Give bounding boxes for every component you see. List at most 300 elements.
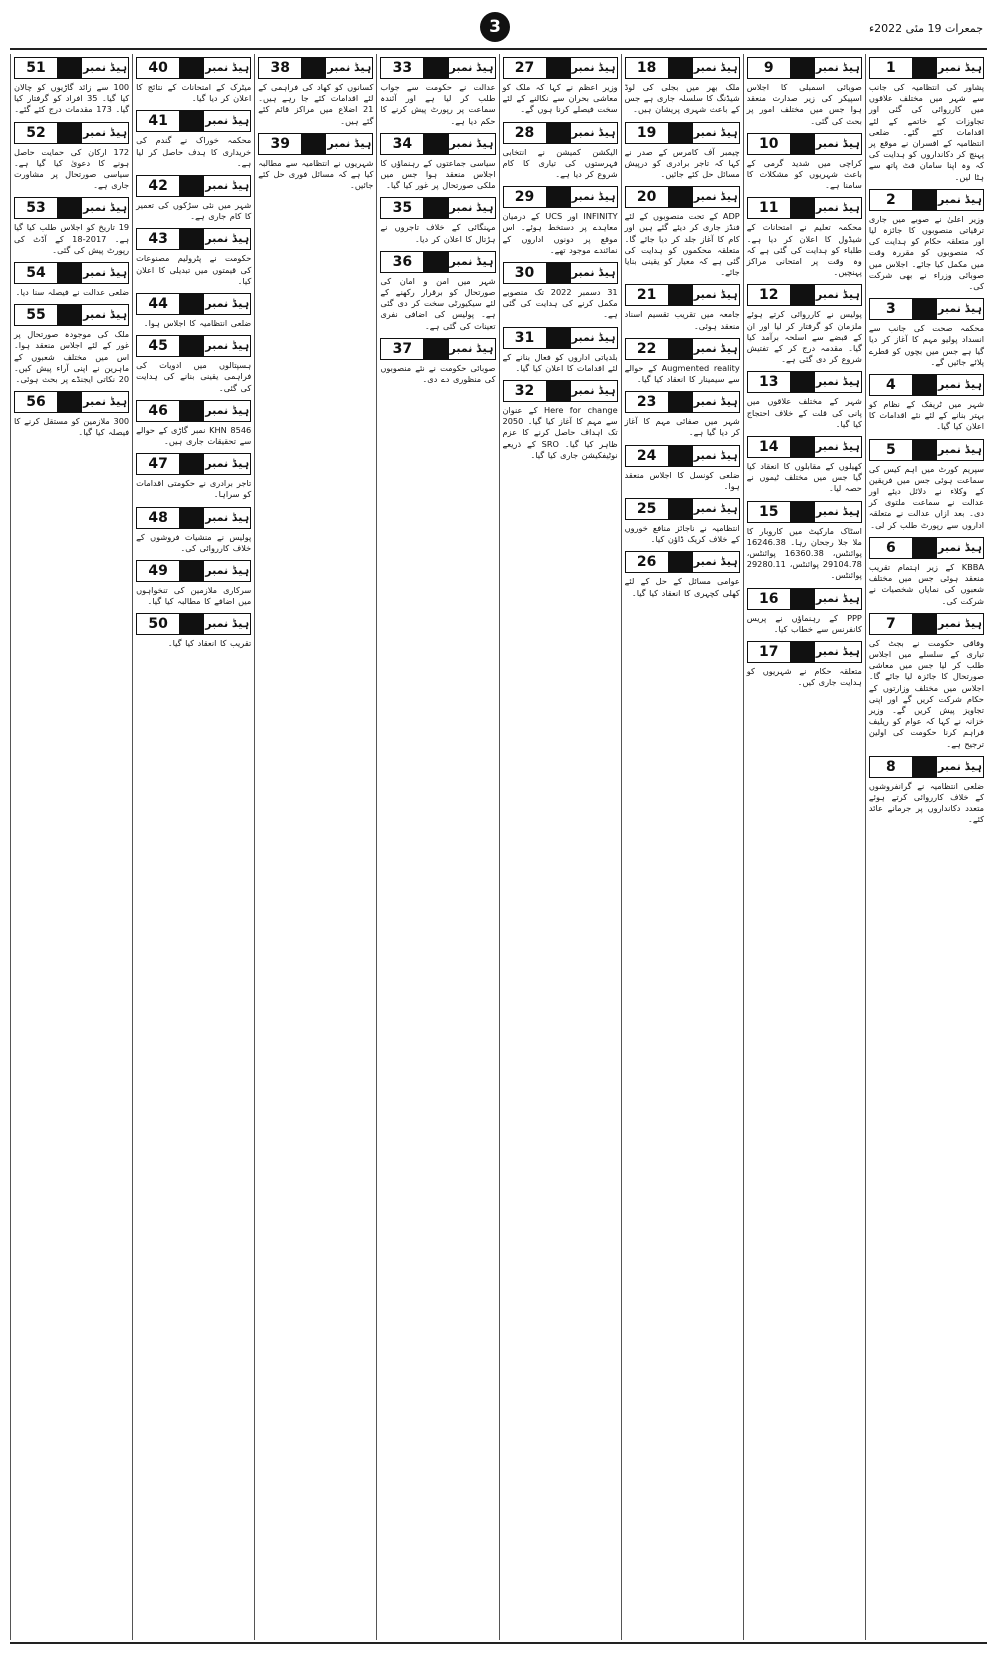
news-item (869, 298, 984, 368)
news-item-number: 45 (137, 336, 180, 356)
news-item (503, 186, 618, 256)
news-item-tag (136, 110, 251, 132)
news-item-tag (136, 453, 251, 475)
news-item-tag (503, 186, 618, 208)
news-item-body: متعلقہ حکام نے شہریوں کو ہدایت جاری کیں۔ (746, 666, 862, 688)
news-item-number: 12 (748, 285, 791, 305)
news-item-body: 300 ملازمین کو مستقل کرنے کا فیصلہ کیا گیا۔ (14, 416, 130, 438)
news-item-label: ہیڈ نمبر (204, 401, 250, 421)
news-item-tag (869, 613, 984, 635)
news-item-body: وفاقی حکومت نے بجٹ کی تیاری کے سلسلے میں اجلاس طلب کر لیا جس میں معاشی صورتحال کا جائزہ لیا جائے گا۔ اجلاس میں مختلف وزارتوں کے حکام شرکت کریں گے اور اپنی تجاویز پیش کریں گے۔ وزیر خزانہ نے کہا کہ عوام کو ریلیف فراہم کرنا حکومت کی اولین ترجیح ہے۔ (868, 637, 984, 749)
news-item-tag (136, 57, 251, 79)
news-item (625, 338, 740, 385)
news-item-tag (747, 57, 862, 79)
news-item-tag (258, 57, 373, 79)
news-item-body: INFINITY اور UCS کے درمیان معاہدے پر دستخط ہوئے۔ اس موقع پر دونوں اداروں کے نمائندے موجود تھے۔ (502, 211, 618, 255)
news-item (747, 501, 862, 582)
news-item-tag (747, 197, 862, 219)
news-item-label: ہیڈ نمبر (815, 372, 861, 392)
news-item-tag (869, 756, 984, 778)
news-item (503, 327, 618, 374)
news-item-body: کسانوں کو کھاد کی فراہمی کے لئے اقدامات کئے جا رہے ہیں۔ 21 اضلاع میں مراکز قائم کئے گئے ہیں۔ (258, 82, 374, 126)
news-item-number: 23 (626, 392, 669, 412)
tag-bar (913, 375, 937, 395)
tag-bar (180, 614, 204, 634)
news-item-tag (380, 57, 495, 79)
news-item (625, 122, 740, 181)
tag-bar (669, 339, 693, 359)
news-item-number: 31 (504, 328, 547, 348)
news-item-label: ہیڈ نمبر (693, 123, 739, 143)
page-header (10, 8, 987, 48)
news-item-number: 37 (381, 339, 424, 359)
tag-bar (913, 58, 937, 78)
news-item-number: 9 (748, 58, 791, 78)
news-item-label: ہیڈ نمبر (204, 111, 250, 131)
news-item-label: ہیڈ نمبر (693, 446, 739, 466)
tag-bar (669, 552, 693, 572)
tag-bar (547, 381, 571, 401)
news-item-body: مہنگائی کے خلاف تاجروں نے ہڑتال کا اعلان کر دیا۔ (380, 222, 496, 244)
news-item (136, 560, 251, 607)
news-item (747, 57, 862, 127)
tag-bar (913, 757, 937, 777)
news-item-body: 172 ارکان کی حمایت حاصل ہونے کا دعویٰ کیا گیا ہے۔ سیاسی صورتحال پر مشاورت جاری ہے۔ (14, 146, 130, 191)
news-item-number: 52 (15, 123, 58, 143)
tag-bar (58, 305, 82, 325)
tag-bar (791, 642, 815, 662)
news-column (621, 54, 743, 1640)
news-item-tag (136, 228, 251, 250)
news-item-label: ہیڈ نمبر (815, 502, 861, 522)
news-item-label: ہیڈ نمبر (815, 437, 861, 457)
news-item (869, 189, 984, 292)
tag-bar (180, 294, 204, 314)
news-item-body: تقریب کا انعقاد کیا گیا۔ (167, 638, 252, 649)
news-item-body: الیکشن کمیشن نے انتخابی فہرستوں کی تیاری کا کام شروع کر دیا ہے۔ (502, 146, 618, 180)
news-item-body: ضلعی کونسل کا اجلاس منعقد ہوا۔ (624, 469, 740, 491)
tag-bar (180, 561, 204, 581)
tag-bar (791, 58, 815, 78)
tag-bar (913, 538, 937, 558)
news-item-label: ہیڈ نمبر (204, 561, 250, 581)
news-item-label: ہیڈ نمبر (82, 123, 128, 143)
issue-date: جمعرات 19 مئی 2022ء (868, 22, 983, 35)
news-item-tag (136, 507, 251, 529)
news-item-number: 26 (626, 552, 669, 572)
news-item (136, 507, 251, 554)
news-item-number: 44 (137, 294, 180, 314)
news-item-tag (747, 371, 862, 393)
news-item-label: ہیڈ نمبر (449, 134, 495, 154)
news-item-body: KHN 8546 نمبر گاڑی کے حوالے سے تحقیقات جاری ہیں۔ (136, 424, 252, 447)
news-item-number: 5 (870, 440, 913, 460)
news-item (747, 371, 862, 430)
tag-bar (180, 58, 204, 78)
tag-bar (791, 437, 815, 457)
news-column (499, 54, 621, 1640)
news-item-label: ہیڈ نمبر (693, 392, 739, 412)
news-item-label: ہیڈ نمبر (937, 190, 983, 210)
news-item-body: صوبائی حکومت نے نئے منصوبوں کی منظوری دے دی۔ (380, 362, 496, 385)
news-column (254, 54, 376, 1640)
news-item (14, 57, 129, 116)
news-item-number: 49 (137, 561, 180, 581)
news-item-tag (503, 262, 618, 284)
news-item-label: ہیڈ نمبر (82, 58, 128, 78)
news-item (380, 57, 495, 127)
news-item-number: 35 (381, 198, 424, 218)
news-item-label: ہیڈ نمبر (937, 375, 983, 395)
tag-bar (424, 198, 448, 218)
news-item-tag (747, 641, 862, 663)
news-item-body: کھیلوں کے مقابلوں کا انعقاد کیا گیا جس میں مختلف ٹیموں نے حصہ لیا۔ (746, 461, 862, 494)
news-item-label: ہیڈ نمبر (571, 123, 617, 143)
tag-bar (180, 176, 204, 196)
news-item-tag (14, 57, 129, 79)
news-item-tag (625, 498, 740, 520)
news-item-body: کراچی میں شدید گرمی کے باعث شہریوں کو مشکلات کا سامنا ہے۔ (746, 157, 862, 191)
news-item (625, 186, 740, 278)
tag-bar (180, 454, 204, 474)
news-item-tag (625, 57, 740, 79)
news-item-label: ہیڈ نمبر (82, 198, 128, 218)
news-item-tag (625, 445, 740, 467)
tag-bar (791, 134, 815, 154)
news-column (132, 54, 254, 1640)
news-item-label: ہیڈ نمبر (937, 614, 983, 634)
tag-bar (424, 58, 448, 78)
tag-bar (58, 263, 82, 283)
tag-bar (424, 252, 448, 272)
news-item (869, 57, 984, 183)
news-item-tag (380, 251, 495, 273)
news-item-tag (136, 175, 251, 197)
news-item-label: ہیڈ نمبر (204, 294, 250, 314)
news-item (503, 57, 618, 116)
news-item (136, 453, 251, 500)
tag-bar (58, 392, 82, 412)
news-item-body: محکمہ تعلیم نے امتحانات کے شیڈول کا اعلان کر دیا ہے۔ طلباء کو ہدایت کی گئی ہے کہ وہ وقت پر امتحانی مراکز پہنچیں۔ (746, 222, 862, 278)
news-item-label: ہیڈ نمبر (937, 58, 983, 78)
news-item-body: شہریوں نے انتظامیہ سے مطالبہ کیا ہے کہ مسائل فوری حل کئے جائیں۔ (258, 157, 374, 191)
news-item-number: 18 (626, 58, 669, 78)
news-item (136, 57, 251, 104)
tag-bar (58, 58, 82, 78)
tag-bar (424, 339, 448, 359)
news-item (380, 197, 495, 244)
news-item-body: وزیر اعلیٰ نے صوبے میں جاری ترقیاتی منصوبوں کا جائزہ لیا اور متعلقہ حکام کو ہدایت کی کہ منصوبوں کو مقررہ وقت میں مکمل کیا جائے۔ اجلاس میں صوبائی وزراء نے بھی شرکت کی۔ (868, 213, 984, 292)
news-item-label: ہیڈ نمبر (693, 339, 739, 359)
news-item (14, 122, 129, 192)
tag-bar (180, 336, 204, 356)
news-item-tag (258, 133, 373, 155)
tag-bar (669, 58, 693, 78)
news-item-body: ملک کی موجودہ صورتحال پر غور کے لئے اجلاس منعقد ہوا۔ اس میں مختلف شعبوں کے ماہرین نے اپنی آراء پیش کیں۔ 20 نکاتی ایجنڈے پر بحث ہوئی۔ (14, 329, 130, 385)
news-item-number: 3 (870, 299, 913, 319)
news-item (380, 338, 495, 385)
news-item-number: 24 (626, 446, 669, 466)
news-item-body: حکومت نے پٹرولیم مصنوعات کی قیمتوں میں تبدیلی کا اعلان کیا۔ (136, 253, 252, 286)
news-item-label: ہیڈ نمبر (204, 229, 250, 249)
news-item (625, 57, 740, 116)
news-item-number: 8 (870, 757, 913, 777)
news-item-number: 17 (748, 642, 791, 662)
news-item-tag (625, 186, 740, 208)
news-item-number: 27 (504, 58, 547, 78)
tag-bar (791, 198, 815, 218)
news-item-number: 25 (626, 499, 669, 519)
news-item-tag (869, 189, 984, 211)
news-item-number: 29 (504, 187, 547, 207)
news-item-label: ہیڈ نمبر (571, 263, 617, 283)
news-item-tag (747, 436, 862, 458)
news-item-label: ہیڈ نمبر (449, 58, 495, 78)
news-item-label: ہیڈ نمبر (571, 187, 617, 207)
tag-bar (547, 328, 571, 348)
news-item-label: ہیڈ نمبر (571, 381, 617, 401)
news-item-body: بلدیاتی اداروں کو فعال بنانے کے لئے اقدامات کا اعلان کیا گیا۔ (502, 351, 618, 373)
news-item-label: ہیڈ نمبر (571, 328, 617, 348)
news-item-tag (625, 551, 740, 573)
news-item (625, 284, 740, 331)
news-item-number: 47 (137, 454, 180, 474)
news-item (136, 400, 251, 447)
news-item (625, 391, 740, 438)
tag-bar (547, 187, 571, 207)
news-item-label: ہیڈ نمبر (204, 454, 250, 474)
news-item (747, 197, 862, 278)
news-item (625, 498, 740, 545)
news-item-tag (625, 391, 740, 413)
news-item-body: KBBA کے زیر اہتمام تقریب منعقد ہوئی جس میں مختلف شعبوں کی نمایاں شخصیات نے شرکت کی۔ (868, 561, 984, 606)
news-column (865, 54, 987, 1640)
news-item-number: 39 (259, 134, 302, 154)
news-item (136, 110, 251, 169)
news-item-tag (136, 293, 251, 315)
newspaper-page (10, 8, 987, 1648)
tag-bar (180, 508, 204, 528)
news-item (503, 380, 618, 461)
tag-bar (913, 299, 937, 319)
news-item (747, 284, 862, 365)
news-item-body: تاجر برادری نے حکومتی اقدامات کو سراہا۔ (136, 478, 252, 500)
news-item-label: ہیڈ نمبر (693, 187, 739, 207)
news-item (14, 262, 129, 298)
news-item-number: 46 (137, 401, 180, 421)
news-item-label: ہیڈ نمبر (204, 58, 250, 78)
news-item-body: شہر میں نئی سڑکوں کی تعمیر کا کام جاری ہے۔ (136, 200, 252, 222)
news-item-body: وزیر اعظم نے کہا کہ ملک کو معاشی بحران سے نکالنے کے لئے سخت فیصلے کرنا ہوں گے۔ (502, 82, 618, 115)
news-item-number: 16 (748, 589, 791, 609)
news-item-tag (869, 57, 984, 79)
news-item-label: ہیڈ نمبر (571, 58, 617, 78)
news-item-number: 32 (504, 381, 547, 401)
news-item-tag (14, 391, 129, 413)
news-item-label: ہیڈ نمبر (693, 285, 739, 305)
tag-bar (180, 229, 204, 249)
tag-bar (424, 134, 448, 154)
news-item-label: ہیڈ نمبر (815, 285, 861, 305)
tag-bar (791, 502, 815, 522)
news-item-number: 4 (870, 375, 913, 395)
news-item-tag (503, 57, 618, 79)
news-item-label: ہیڈ نمبر (937, 538, 983, 558)
news-item-label: ہیڈ نمبر (204, 614, 250, 634)
news-item-label: ہیڈ نمبر (937, 757, 983, 777)
tag-bar (791, 589, 815, 609)
news-item-body: میٹرک کے امتحانات کے نتائج کا اعلان کر دیا گیا۔ (136, 82, 252, 104)
news-item-body: ضلعی عدالت نے فیصلہ سنا دیا۔ (15, 287, 130, 298)
news-item-body: پولیس نے منشیات فروشوں کے خلاف کارروائی کی۔ (136, 531, 252, 553)
news-item-tag (869, 374, 984, 396)
news-item-tag (747, 284, 862, 306)
news-item-tag (747, 501, 862, 523)
news-item-tag (136, 560, 251, 582)
news-item (747, 436, 862, 495)
news-item-number: 28 (504, 123, 547, 143)
tag-bar (669, 285, 693, 305)
news-item-tag (136, 335, 251, 357)
news-item-label: ہیڈ نمبر (326, 134, 372, 154)
news-item-tag (869, 537, 984, 559)
news-item-body: جامعہ میں تقریب تقسیم اسناد منعقد ہوئی۔ (624, 309, 740, 331)
news-item-tag (625, 338, 740, 360)
tag-bar (669, 446, 693, 466)
news-item (503, 122, 618, 181)
news-item-number: 10 (748, 134, 791, 154)
news-item-number: 7 (870, 614, 913, 634)
tag-bar (302, 58, 326, 78)
news-item-body: سیاسی جماعتوں کے رہنماؤں کا اجلاس منعقد ہوا جس میں ملکی صورتحال پر غور کیا گیا۔ (380, 157, 496, 191)
news-item-number: 19 (626, 123, 669, 143)
news-item (747, 133, 862, 192)
news-item-number: 6 (870, 538, 913, 558)
news-item-tag (380, 338, 495, 360)
news-item-body: اسٹاک مارکیٹ میں کاروبار کا ملا جلا رجحان رہا۔ 16246.38 پوائنٹس، 16360.38 پوائنٹس، 29104.78 پوائنٹس، 29280.11 پوائنٹس۔ (746, 525, 862, 581)
tag-bar (669, 392, 693, 412)
news-item-body: پشاور کی انتظامیہ کی جانب سے شہر میں مختلف علاقوں میں کارروائی کی گئی اور تجاوزات کے خاتمے کے لئے اقدامات کئے گئے۔ ضلعی انتظامیہ کے افسران نے موقع پر پہنچ کر دکانداروں کو ہدایت کی کہ وہ اپنا سامان فٹ پاتھ سے ہٹا لیں۔ (868, 82, 984, 182)
news-column (10, 54, 132, 1640)
news-item-label: ہیڈ نمبر (449, 198, 495, 218)
news-item-tag (14, 262, 129, 284)
news-item-label: ہیڈ نمبر (693, 552, 739, 572)
news-item (14, 391, 129, 438)
news-item-body: 100 سے زائد گاڑیوں کو چالان کیا گیا۔ 35 افراد کو گرفتار کیا گیا۔ 173 مقدمات درج کئے گئے۔ (14, 82, 130, 115)
news-item-tag (136, 400, 251, 422)
news-item-body: چیمبر آف کامرس کے صدر نے کہا کہ تاجر برادری کو درپیش مسائل حل کئے جائیں۔ (624, 146, 740, 180)
news-item-number: 1 (870, 58, 913, 78)
news-item-label: ہیڈ نمبر (815, 58, 861, 78)
news-item-tag (14, 304, 129, 326)
news-item-tag (380, 133, 495, 155)
news-item (869, 439, 984, 531)
news-item-label: ہیڈ نمبر (82, 305, 128, 325)
news-item-tag (503, 380, 618, 402)
news-item-body: 31 دسمبر 2022 تک منصوبے مکمل کرنے کی ہدایت کی گئی ہے۔ (502, 287, 618, 320)
news-item-body: پولیس نے کارروائی کرتے ہوئے ملزمان کو گرفتار کر لیا اور ان کے قبضے سے اسلحہ برآمد کیا گیا۔ مقدمہ درج کر کے تفتیش شروع کر دی گئی ہے۔ (746, 309, 862, 365)
news-item-tag (14, 197, 129, 219)
news-item (136, 335, 251, 394)
news-item (869, 537, 984, 607)
news-item-label: ہیڈ نمبر (815, 642, 861, 662)
page-number: 3 (480, 12, 510, 42)
news-item-number: 56 (15, 392, 58, 412)
news-item-tag (869, 439, 984, 461)
news-item-label: ہیڈ نمبر (693, 58, 739, 78)
news-item-number: 40 (137, 58, 180, 78)
tag-bar (180, 111, 204, 131)
news-item-number: 22 (626, 339, 669, 359)
news-item (136, 613, 251, 649)
news-item-tag (503, 122, 618, 144)
news-item-body: محکمہ صحت کی جانب سے انسداد پولیو مہم کا آغاز کر دیا گیا ہے جس میں بچوں کو قطرے پلائے جائیں گے۔ (868, 323, 984, 367)
tag-bar (913, 190, 937, 210)
tag-bar (547, 58, 571, 78)
news-item-body: ضلعی انتظامیہ نے گرانفروشوں کے خلاف کارروائی کرتے ہوئے متعدد دکانداروں پر جرمانے عائد کئے۔ (868, 780, 984, 825)
news-item-tag (747, 588, 862, 610)
news-item-tag (869, 298, 984, 320)
news-item-body: شہر میں امن و امان کی صورتحال کو برقرار رکھنے کے لئے سیکیورٹی سخت کر دی گئی ہے۔ پولیس کی اضافی نفری تعینات کی گئی ہے۔ (380, 275, 496, 331)
tag-bar (913, 440, 937, 460)
news-item-number: 38 (259, 58, 302, 78)
news-item (14, 197, 129, 256)
columns-container (10, 54, 987, 1640)
tag-bar (913, 614, 937, 634)
news-item-number: 33 (381, 58, 424, 78)
news-item-body: شہر میں صفائی مہم کا آغاز کر دیا گیا ہے۔ (624, 416, 740, 438)
news-item-label: ہیڈ نمبر (693, 499, 739, 519)
news-item-body: ADP کے تحت منصوبوں کے لئے فنڈز جاری کر دیئے گئے ہیں اور کام کا آغاز جلد کر دیا جائے گا۔ متعلقہ محکموں کو ہدایت کی گئی ہے کہ معیار کو یقینی بنایا جائے۔ (624, 211, 740, 278)
news-item-tag (14, 122, 129, 144)
news-item-label: ہیڈ نمبر (815, 198, 861, 218)
news-item-body: ملک بھر میں بجلی کی لوڈ شیڈنگ کا سلسلہ جاری ہے جس کے باعث شہری پریشان ہیں۔ (624, 82, 740, 115)
tag-bar (58, 123, 82, 143)
news-item (869, 613, 984, 750)
news-item-number: 43 (137, 229, 180, 249)
footer-divider (10, 1642, 987, 1644)
news-item-number: 48 (137, 508, 180, 528)
news-item-label: ہیڈ نمبر (449, 252, 495, 272)
news-item-number: 51 (15, 58, 58, 78)
news-column (743, 54, 865, 1640)
news-item (869, 374, 984, 433)
news-item-number: 50 (137, 614, 180, 634)
tag-bar (547, 263, 571, 283)
news-item-body: 19 تاریخ کو اجلاس طلب کیا گیا ہے۔ 2017-18 کے آڈٹ کی رپورٹ پیش کی گئی۔ (14, 222, 130, 255)
news-item (625, 445, 740, 492)
news-item-label: ہیڈ نمبر (815, 589, 861, 609)
news-item-number: 13 (748, 372, 791, 392)
news-item (503, 262, 618, 321)
news-item-body: ضلعی انتظامیہ کا اجلاس ہوا۔ (143, 318, 252, 329)
news-item-body: محکمہ خوراک نے گندم کی خریداری کا ہدف حاصل کر لیا ہے۔ (136, 135, 252, 168)
news-item-body: Here for change کے عنوان سے مہم کا آغاز کیا گیا۔ 2050 تک اہداف حاصل کرنے کا عزم ظاہر کیا گیا۔ SRO کے ذریعے نوٹیفکیشن جاری کیا گیا۔ (502, 405, 618, 460)
news-item (380, 251, 495, 332)
news-column (376, 54, 498, 1640)
news-item-label: ہیڈ نمبر (449, 339, 495, 359)
news-item (258, 133, 373, 192)
tag-bar (302, 134, 326, 154)
news-item (747, 588, 862, 635)
news-item-label: ہیڈ نمبر (937, 440, 983, 460)
news-item-number: 21 (626, 285, 669, 305)
news-item-number: 15 (748, 502, 791, 522)
news-item (258, 57, 373, 127)
tag-bar (547, 123, 571, 143)
news-item-number: 41 (137, 111, 180, 131)
news-item-body: شہر کے مختلف علاقوں میں پانی کی قلت کے خلاف احتجاج کیا گیا۔ (746, 396, 862, 429)
